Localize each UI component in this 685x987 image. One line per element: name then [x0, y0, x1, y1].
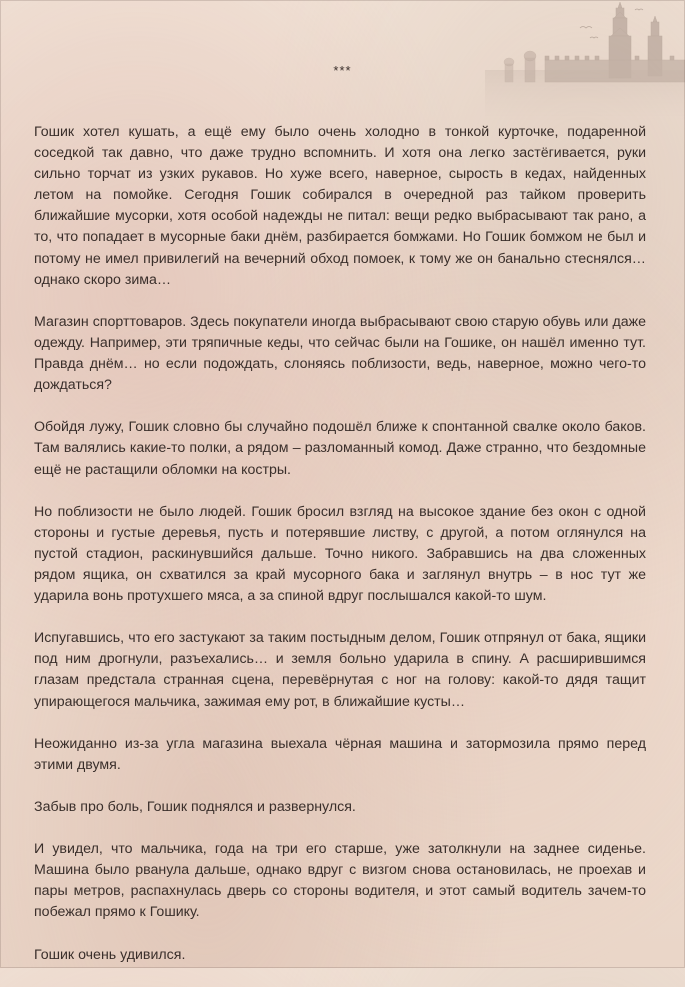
paragraph: Испугавшись, что его застукают за таким постыдным делом, Гошик отпрянул от бака, ящики под ним дрогнули, разъехались… и земля больно ударила в спину. А расширившимся глазам предстала странная сцена, перевёрнутая с ног на голову: какой-то дядя тащит упирающегося мальчика, зажимая ему рот, в ближайшие кусты… — [34, 630, 646, 710]
paragraph: Неожиданно из-за угла магазина выехала чёрная машина и затормозила прямо перед этими двумя. — [34, 735, 646, 773]
paragraph: Магазин спорттоваров. Здесь покупатели иногда выбрасывают свою старую обувь или даже одежду. Например, эти тряпичные кеды, что сейчас были на Гошике, он нашёл именно тут. Правда днём… но если подождать, слоняясь поблизости, ведь, наверное, можно чего-то дождаться? — [34, 313, 646, 394]
paragraph: Забыв про боль, Гошик поднялся и развернулся. — [34, 799, 356, 815]
paragraph: Обойдя лужу, Гошик словно бы случайно подошёл ближе к спонтанной свалке около баков. Там валялись какие-то полки, а рядом – разломанный комод. Даже странно, что бездомные ещё не растащили обломки на костры. — [34, 419, 646, 478]
story-text — [34, 122, 646, 987]
paragraph: Гошик очень удивился. — [34, 946, 186, 963]
paragraph: И увидел, что мальчика, года на три его старше, уже затолкнули на заднее сиденье. Машина было рванула дальше, однако вдруг с визгом снова остановилась, не проехав и пары метров, распахнулась дверь со стороны водителя, и этот самый водитель зачем-то побежал прямо к Гошику. — [34, 841, 646, 921]
paragraph: Но поблизости не было людей. Гошик бросил взгляд на высокое здание без окон с одной стороны и густые деревья, пусть и потерявшие листву, с другой, а потом оглянулся на пустой стадион, раскинувшийся дальше. Точно никого. Забравшись на два сложенных рядом ящика, он схватился за край мусорного бака и заглянул внутрь – в нос тут же ударила вонь протухшего мяса, а за спиной вдруг послышался какой-то шум. — [34, 503, 646, 605]
paragraph: Гошик хотел кушать, а ещё ему было очень холодно в тонкой курточке, подаренной соседкой так давно, что даже трудно вспомнить. И хотя она легко застёгивается, руки сильно торчат из узких рукавов. Но хуже всего, наверное, сырость в кедах, найденных летом на помойке. Сегодня Гошик собирался в очередной раз тайком проверить ближайшие мусорки, хотя особой надежды не питал: вещи редко выбрасывают так рано, а то, что попадает в мусорные баки днём, разбирается бомжами. Но Гошик бомжом не был и потому не имел привилегий на вечерний обход помоек, к тому же он банально стеснялся… однако скоро зима… — [34, 124, 646, 288]
section-separator: *** — [333, 63, 352, 78]
kremlin-skyline-watermark — [485, 0, 685, 120]
